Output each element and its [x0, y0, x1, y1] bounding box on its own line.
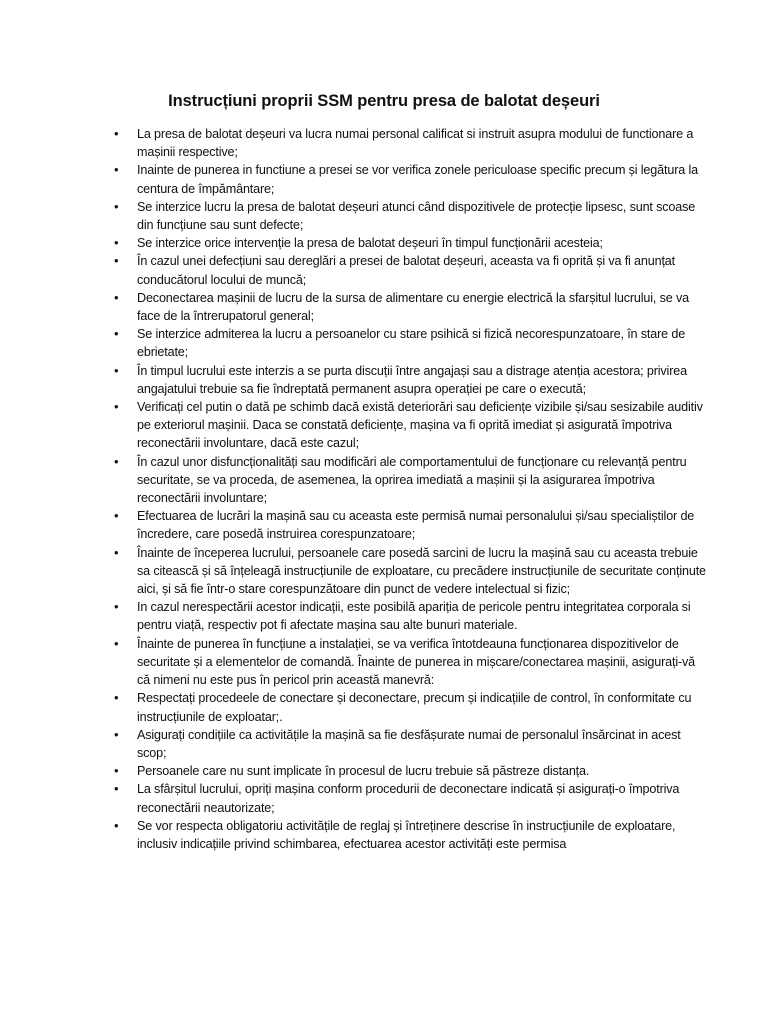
instruction-text: Persoanele care nu sunt implicate în procesul de lucru trebuie să păstreze distanța.: [137, 764, 590, 779]
instruction-item: [0, 453, 768, 508]
instruction-text: In cazul nerespectării acestor indicații, este posibilă apariția de pericole pentru integritatea corporala si pentru viață, respectiv pot fi afectate mașina sau alte bunuri materiale.: [137, 600, 691, 633]
instruction-text: În cazul unei defecțiuni sau dereglări a presei de balotat deșeuri, aceasta va fi oprită și va fi anunțat conducătorul locului de muncă;: [137, 254, 676, 287]
instruction-text: La presa de balotat deșeuri va lucra numai personal calificat si instruit asupra modului de functionare a mașinii respective;: [137, 127, 694, 160]
instruction-item: [0, 398, 768, 453]
instruction-list: [0, 125, 768, 853]
instruction-item: [0, 762, 768, 780]
instruction-item: [0, 635, 768, 690]
instruction-item: [0, 689, 768, 725]
instruction-item: [0, 289, 768, 325]
bullet-icon: •: [114, 453, 119, 469]
instruction-item: [0, 234, 768, 252]
bullet-icon: •: [114, 362, 119, 378]
bullet-icon: •: [114, 817, 119, 833]
bullet-icon: •: [114, 289, 119, 305]
instruction-item: [0, 252, 768, 288]
instruction-text: Se vor respecta obligatoriu activitățile de reglaj și întreținere descrise în instrucțiunile de exploatare, inclusiv indicațiile privind schimbarea, efectuarea acestor activități este permisa: [137, 818, 676, 851]
bullet-icon: •: [114, 781, 119, 797]
instruction-item: [0, 507, 768, 543]
instruction-item: [0, 161, 768, 197]
instruction-text: Inainte de punerea in functiune a presei se vor verifica zonele periculoase specific precum și legătura la centura de împământare;: [137, 163, 698, 196]
instruction-item: [0, 598, 768, 634]
bullet-icon: •: [114, 544, 119, 560]
bullet-icon: •: [114, 690, 119, 706]
instruction-item: [0, 817, 768, 853]
bullet-icon: •: [114, 508, 119, 524]
bullet-icon: •: [114, 162, 119, 178]
instruction-text: Asigurați condițiile ca activitățile la mașină sa fie desfășurate numai de personalul însărcinat in acest scop;: [137, 727, 681, 760]
instruction-item: [0, 362, 768, 398]
instruction-item: [0, 726, 768, 762]
instruction-text: În timpul lucrului este interzis a se purta discuții între angajași sau a distrage atenția acestora; privirea angajatului trebuie sa fie îndreptată permanent asupra operației pe care o execută;: [137, 363, 687, 396]
bullet-icon: •: [114, 235, 119, 251]
bullet-icon: •: [114, 126, 119, 141]
instruction-text: Se interzice admiterea la lucru a persoanelor cu stare psihică si fizică necorespunzatoare, în stare de ebrietate;: [137, 327, 686, 360]
instruction-text: Deconectarea mașinii de lucru de la sursa de alimentare cu energie electrică la sfarșitul lucrului, se va face de la întrerupatorul general;: [137, 290, 689, 324]
instruction-item: [0, 198, 768, 234]
instruction-item: [0, 544, 768, 599]
document-title: Instrucțiuni proprii SSM pentru presa de balotat deșeuri: [168, 92, 600, 110]
instruction-text: În cazul unor disfuncționalități sau modificări ale comportamentului de funcționare cu relevanță pentru securitate, se va proceda, de asemenea, la oprirea imediată a mașinii și la asigurarea împotriva reconectării involuntare;: [137, 454, 687, 506]
bullet-icon: •: [114, 198, 119, 214]
bullet-icon: •: [114, 726, 119, 742]
bullet-icon: •: [114, 635, 119, 651]
instruction-item: [0, 780, 768, 816]
instruction-text: Verificați cel putin o dată pe schimb dacă există deteriorări sau deficiențe vizibile și/sau sesizabile auditiv pe exteriorul mașinii. Daca se constată deficiențe, mașina va fi oprită imediat și asigurată împotriva reconectării involuntare, dacă este cazul;: [137, 400, 703, 451]
bullet-icon: •: [114, 253, 119, 269]
instruction-item: [0, 125, 768, 161]
instruction-item: [0, 325, 768, 361]
instruction-text: Se interzice lucru la presa de balotat deșeuri atunci când dispozitivele de protecție lipsesc, sunt scoase din funcțiune sau sunt defecte;: [137, 199, 696, 233]
instruction-text: Înainte de începerea lucrului, persoanele care posedă sarcini de lucru la mașină sau cu aceasta trebuie sa citească și să înțeleagă instrucțiunile de exploatare, cu precădere instrucțiunile de securitate conținute aici, și să fie într-o stare corespunzătoare din punct de vedere intelectual si fizic;: [137, 545, 706, 597]
bullet-icon: •: [114, 399, 119, 415]
instruction-text: Se interzice orice intervenție la presa de balotat deșeuri în timpul funcționării acesteia;: [137, 236, 603, 251]
instruction-text: Efectuarea de lucrări la mașină sau cu aceasta este permisă numai personalului și/sau specialiștilor de încredere, care posedă instruirea corespunzatoare;: [137, 509, 695, 542]
instruction-text: Respectați procedeele de conectare și deconectare, precum și indicațiile de control, în conformitate cu instrucțiunile de exploatar;.: [137, 691, 692, 724]
bullet-icon: •: [114, 763, 119, 779]
bullet-icon: •: [114, 599, 119, 615]
instruction-text: Înainte de punerea în funcțiune a instalației, se va verifica întotdeauna funcționarea dispozitivelor de securitate și a elementelor de comandă. Înainte de punerea in mișcare/conectarea mașinii, asigurați-vă că nimeni nu este pus în pericol prin această manevră:: [137, 636, 696, 688]
instruction-text: La sfârșitul lucrului, opriți mașina conform procedurii de deconectare indicată și asigurați-o împotriva reconectării neautorizate;: [137, 782, 680, 815]
bullet-icon: •: [114, 326, 119, 342]
